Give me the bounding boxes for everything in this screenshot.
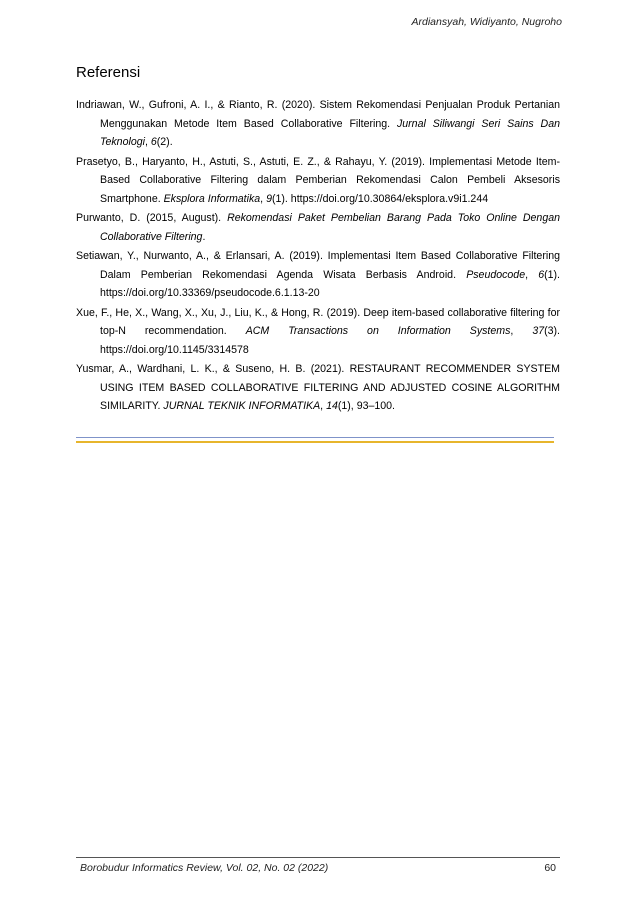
reference-list <box>76 96 560 417</box>
reference-separator: , <box>144 136 151 148</box>
reference-issue-doi: . <box>202 230 206 243</box>
reference-volume: 6 <box>538 268 545 281</box>
reference-authors-title: Setiawan, Y., Nurwanto, A., & Erlansari, A. (2019). Implementasi Item Based Collaborative Filtering Dalam Pemberian Rekomendasi Agenda Wisata Berbasis Android. <box>76 250 560 281</box>
reference-authors-title: Purwanto, D. (2015, August). <box>76 212 228 224</box>
reference-volume: 14 <box>326 400 338 412</box>
reference-journal: Jurnal Siliwangi Seri Sains Dan Teknologi <box>100 117 560 148</box>
reference-item <box>76 304 560 360</box>
reference-item <box>76 247 560 303</box>
reference-item <box>76 360 560 416</box>
reference-issue-doi: (1). https://doi.org/10.30864/eksplora.v9i1.244 <box>271 192 489 205</box>
reference-authors-title: Xue, F., He, X., Wang, X., Xu, J., Liu, K., & Hong, R. (2019). Deep item-based collaborative filtering for top-N recommendation. <box>76 306 560 337</box>
footer-divider <box>76 857 560 858</box>
reference-volume: 37 <box>532 325 545 337</box>
page-number: 60 <box>544 862 556 874</box>
footer-journal-citation: Borobudur Informatics Review, Vol. 02, No. 02 (2022) <box>80 862 329 874</box>
reference-issue-doi: (2). <box>156 136 173 148</box>
reference-issue-doi: (1). https://doi.org/10.33369/pseudocode.6.1.13-20 <box>100 268 560 299</box>
running-header-authors: Ardiansyah, Widiyanto, Nugroho <box>411 16 562 28</box>
reference-separator: , <box>260 192 267 205</box>
reference-authors-title: Prasetyo, B., Haryanto, H., Astuti, S., Astuti, E. Z., & Rahayu, Y. (2019). Implementasi Metode Item-Based Collaborative Filtering dalam Pemberian Rekomendasi Calon Pembeli Aksesoris Smartphone. <box>76 155 560 205</box>
reference-journal: Eksplora Informatika <box>163 192 261 205</box>
divider-blue <box>76 437 554 438</box>
reference-journal: ACM Transactions on Information Systems <box>245 325 511 337</box>
reference-separator: , <box>525 268 539 281</box>
reference-separator: , <box>510 325 533 337</box>
reference-journal: Rekomendasi Paket Pembelian Barang Pada Toko Online Dengan Collaborative Filtering <box>100 212 560 243</box>
reference-issue-doi: (1), 93–100. <box>337 400 395 412</box>
reference-separator: , <box>320 400 327 412</box>
divider-gold <box>76 441 554 443</box>
reference-authors-title: Indriawan, W., Gufroni, A. I., & Rianto, R. (2020). Sistem Rekomendasi Penjualan Produk Pertanian Menggunakan Metode Item Based Collaborative Filtering. <box>76 99 560 130</box>
reference-journal: JURNAL TEKNIK INFORMATIKA <box>163 400 321 412</box>
reference-authors-title: Yusmar, A., Wardhani, L. K., & Suseno, H. B. (2021). RESTAURANT RECOMMENDER SYSTEM USING ITEM BASED COLLABORATIVE FILTERING AND ADJUSTED COSINE ALGORITHM SIMILARITY. <box>76 363 560 412</box>
reference-item <box>76 153 560 209</box>
reference-item <box>76 96 560 152</box>
reference-journal: Pseudocode <box>466 268 526 281</box>
reference-item <box>76 209 560 246</box>
reference-volume: 9 <box>266 192 272 205</box>
section-title: Referensi <box>76 64 141 81</box>
reference-volume: 6 <box>150 136 157 148</box>
reference-issue-doi: (3). https://doi.org/10.1145/3314578 <box>100 325 560 356</box>
